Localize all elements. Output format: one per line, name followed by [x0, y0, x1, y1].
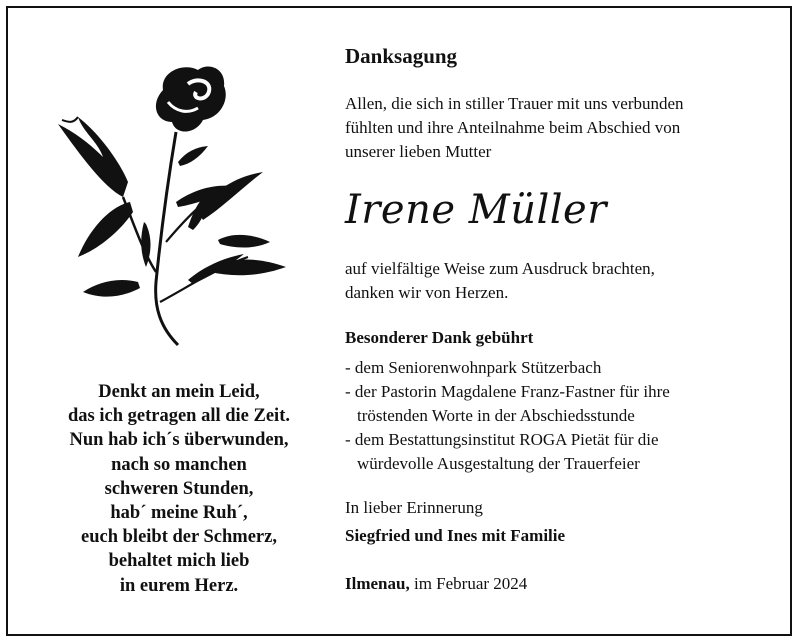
poem-line: euch bleibt der Schmerz,	[81, 527, 277, 548]
page-title: Danksagung	[345, 44, 458, 68]
poem-line: in eurem Herz.	[119, 575, 239, 596]
memorial-poem	[20, 380, 338, 598]
intro-line: unserer lieben Mutter	[345, 142, 492, 161]
list-item: - dem Seniorenwohnpark Stützerbach	[345, 358, 602, 377]
deceased-name: Irene Müller	[345, 187, 607, 233]
date: im Februar 2024	[413, 574, 528, 593]
list-item-continuation: würdevolle Ausgestaltung der Trauerfeier	[357, 454, 640, 473]
poem-line: hab´ meine Ruh´,	[110, 503, 248, 524]
place-date	[345, 574, 527, 594]
closing-line: danken wir von Herzen.	[345, 283, 509, 302]
intro-line: Allen, die sich in stiller Trauer mit uns verbunden	[345, 94, 684, 113]
poem-line: schweren Stunden,	[104, 478, 254, 499]
place: Ilmenau,	[345, 574, 410, 593]
special-thanks-list	[345, 356, 670, 476]
intro-paragraph	[345, 92, 684, 164]
signers: Siegfried und Ines mit Familie	[345, 526, 566, 545]
list-item: - dem Bestattungsinstitut ROGA Pietät für die	[345, 430, 659, 449]
closing-paragraph	[345, 257, 655, 305]
poem-line: behaltet mich lieb	[108, 551, 250, 572]
closing-line: auf vielfältige Weise zum Ausdruck brachten,	[345, 259, 655, 278]
rose-illustration	[48, 62, 308, 352]
poem-line: das ich getragen all die Zeit.	[68, 406, 290, 427]
notice-text	[345, 42, 765, 593]
memory-line: In lieber Erinnerung	[345, 498, 483, 517]
poem-line: Denkt an mein Leid,	[98, 382, 260, 402]
poem-line: nach so manchen	[111, 454, 247, 475]
list-item: - der Pastorin Magdalene Franz-Fastner für ihre	[345, 382, 670, 401]
poem-line: Nun hab ich´s überwunden,	[69, 430, 289, 451]
intro-line: fühlten und ihre Anteilnahme beim Abschied von	[345, 118, 681, 137]
list-item-continuation: tröstenden Worte in der Abschiedsstunde	[357, 406, 635, 425]
special-thanks-heading: Besonderer Dank gebührt	[345, 328, 534, 347]
